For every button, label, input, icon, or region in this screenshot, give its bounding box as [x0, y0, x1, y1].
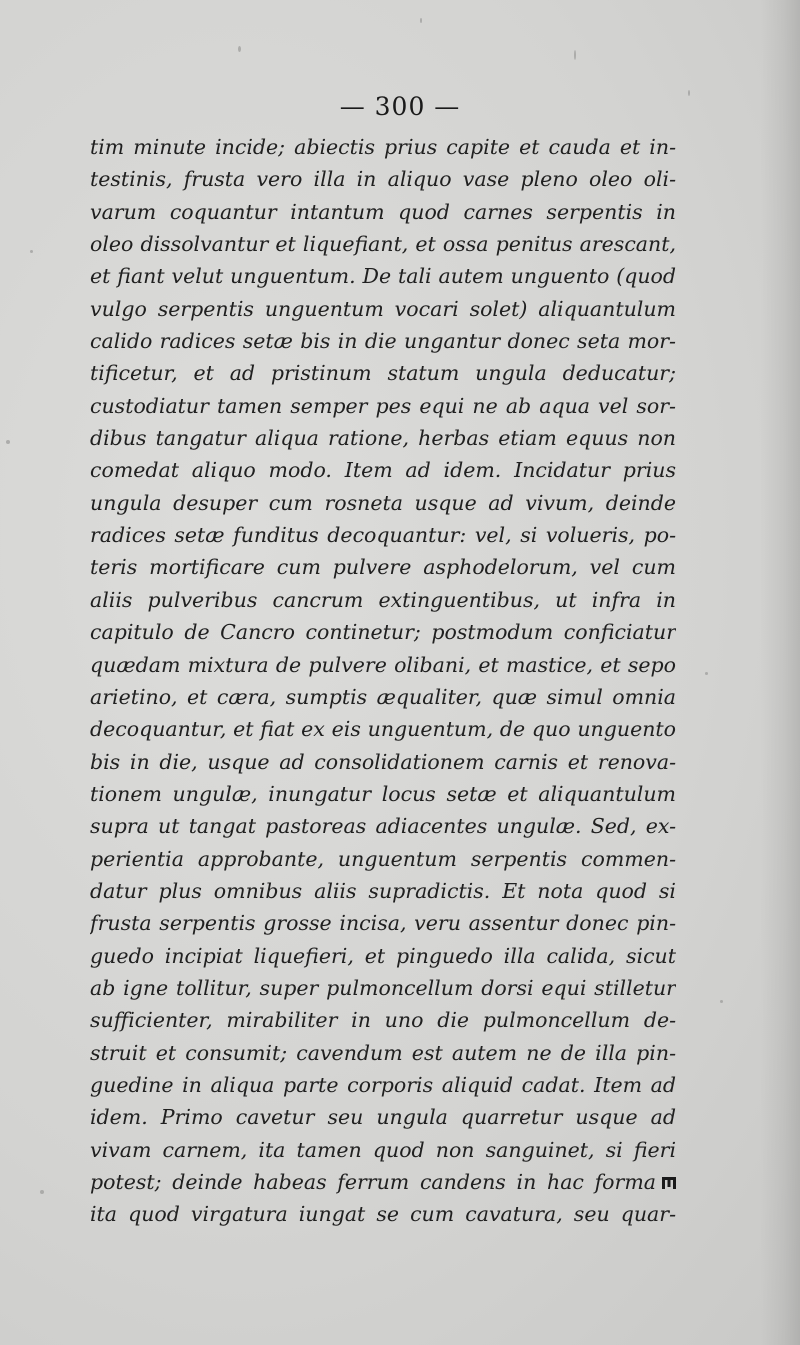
text-line: struit et consumit; cavendum est autem ne de illa pin- — [90, 1040, 676, 1065]
text-line: dibus tangatur aliqua ratione, herbas etiam equus non — [90, 426, 676, 451]
text-line: ab igne tollitur, super pulmoncellum dorsi equi stilletur — [90, 975, 676, 1000]
text-line: testinis, frusta vero illa in aliquo vase pleno oleo oli- — [90, 167, 676, 192]
text-line: capitulo de Cancro continetur; postmodum conficiatur — [90, 620, 676, 645]
body-text — [90, 131, 676, 1231]
text-line-with-figure — [90, 1166, 676, 1198]
text-line: supra ut tangat pastoreas adiacentes ungulæ. Sed, ex- — [90, 814, 676, 839]
text-line: idem. Primo cavetur seu ungula quarretur usque ad — [90, 1105, 676, 1130]
text-line: ita quod virgatura iungat se cum cavatura, seu quar- — [90, 1202, 676, 1227]
paper-speck — [6, 440, 10, 444]
paper-speck — [30, 250, 33, 253]
text-line: teris mortificare cum pulvere asphodelorum, vel cum — [90, 555, 676, 580]
text-line: quædam mixtura de pulvere olibani, et mastice, et sepo — [90, 652, 676, 677]
text-line: guedo incipiat liquefieri, et pinguedo illa calida, sicut — [90, 943, 676, 968]
paper-speck — [420, 18, 422, 23]
text-line: aliis pulveribus cancrum extinguentibus, ut infra in — [90, 587, 676, 612]
text-line: oleo dissolvantur et liquefiant, et ossa penitus arescant, — [90, 232, 676, 257]
text-line: calido radices setæ bis in die ungantur donec seta mor- — [90, 329, 676, 354]
text-line: decoquantur, et fiat ex eis unguentum, de quo unguento — [90, 717, 676, 742]
text-line: potest; deinde habeas ferrum candens in hac forma — [90, 1170, 656, 1194]
text-line: bis in die, usque ad consolidationem carnis et renova- — [90, 749, 676, 774]
text-line: radices setæ funditus decoquantur: vel, si volueris, po- — [90, 523, 676, 548]
page-number: — 300 — — [339, 92, 461, 121]
text-line: custodiatur tamen semper pes equi ne ab aqua vel sor- — [90, 393, 676, 418]
text-line: vulgo serpentis unguentum vocari solet) aliquantulum — [90, 296, 676, 321]
text-line: sufficienter, mirabiliter in uno die pulmoncellum de- — [90, 1008, 676, 1033]
text-line: perientia approbante, unguentum serpentis commen- — [90, 846, 676, 871]
text-line: comedat aliquo modo. Item ad idem. Incidatur prius — [90, 458, 676, 483]
text-line: et fiant velut unguentum. De tali autem unguento (quod — [90, 264, 676, 289]
text-line: tim minute incide; abiectis prius capite et cauda et in- — [90, 135, 676, 159]
text-line: tionem ungulæ, inungatur locus setæ et aliquantulum — [90, 781, 676, 806]
text-line: varum coquantur intantum quod carnes serpentis in — [90, 199, 676, 224]
paper-speck — [238, 46, 241, 52]
text-line: arietino, et cæra, sumptis æqualiter, quæ simul omnia — [90, 684, 676, 709]
paper-speck — [40, 1190, 44, 1194]
text-line: frusta serpentis grosse incisa, veru assentur donec pin- — [90, 911, 676, 936]
iron-shape-icon — [662, 1176, 676, 1190]
text-line: vivam carnem, ita tamen quod non sanguinet, si fieri — [90, 1137, 676, 1162]
text-line: tificetur, et ad pristinum statum ungula deducatur; — [90, 361, 676, 386]
paper-speck — [705, 672, 708, 675]
text-line: ungula desuper cum rosneta usque ad vivum, deinde — [90, 490, 676, 515]
paper-speck — [574, 50, 576, 60]
page-gutter-shadow — [760, 0, 800, 1345]
text-line: guedine in aliqua parte corporis aliquid cadat. Item ad — [90, 1072, 676, 1097]
text-line: datur plus omnibus aliis supradictis. Et nota quod si — [90, 878, 676, 903]
paper-speck — [720, 1000, 723, 1003]
